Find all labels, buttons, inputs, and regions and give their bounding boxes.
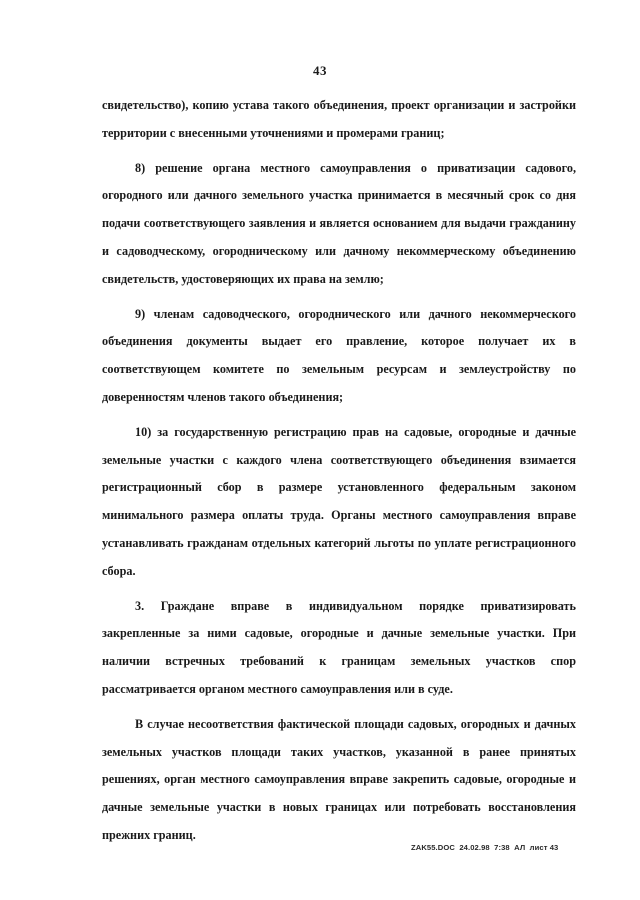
document-footer: ZAK55.DOC 24.02.98 7:38 АЛ лист 43 bbox=[411, 843, 559, 852]
paragraph-discrepancy: В случае несоответствия фактической площади садовых, огородных и дачных земельных участков площади таких участков, указанной в ранее принятых решениях, орган местного самоуправления вправе закрепить садовые, огородные и дачные земельные участки в новых границах или потребовать восстановления прежних границ. bbox=[102, 716, 576, 842]
page-number: 43 bbox=[313, 63, 327, 78]
paragraph-item-10: 10) за государственную регистрацию прав на садовые, огородные и дачные земельные участки с каждого члена соответствующего объединения взимается регистрационный сбор в размере установленного федеральным законом минимального размера оплаты труда. Органы местного самоуправления вправе устанавливать гражданам отдельных категорий льготы по уплате регистрационного сбора. bbox=[102, 424, 576, 578]
paragraph-item-8: 8) решение органа местного самоуправления о приватизации садового, огородного или дачного земельного участка принимается в месячный срок со дня подачи соответствующего заявления и является основанием для выдачи гражданину и садоводческому, огородническому или дачному некоммерческому объединению свидетельств, удостоверяющих их права на землю; bbox=[102, 160, 576, 286]
paragraph-point-3: 3. Граждане вправе в индивидуальном порядке приватизировать закрепленные за ними садовые, огородные и дачные земельные участки. При наличии встречных требований к границам земельных участков спор рассматривается органом местного самоуправления или в суде. bbox=[102, 598, 576, 696]
paragraph-item-9: 9) членам садоводческого, огороднического или дачного некоммерческого объединения документы выдает его правление, которое получает их в соответствующем комитете по земельным ресурсам и землеустройству по доверенностям членов такого объединения; bbox=[102, 306, 576, 404]
paragraph-continuation: свидетельство), копию устава такого объединения, проект организации и застройки территории с внесенными уточнениями и промерами границ; bbox=[102, 98, 576, 140]
document-body bbox=[102, 92, 576, 857]
